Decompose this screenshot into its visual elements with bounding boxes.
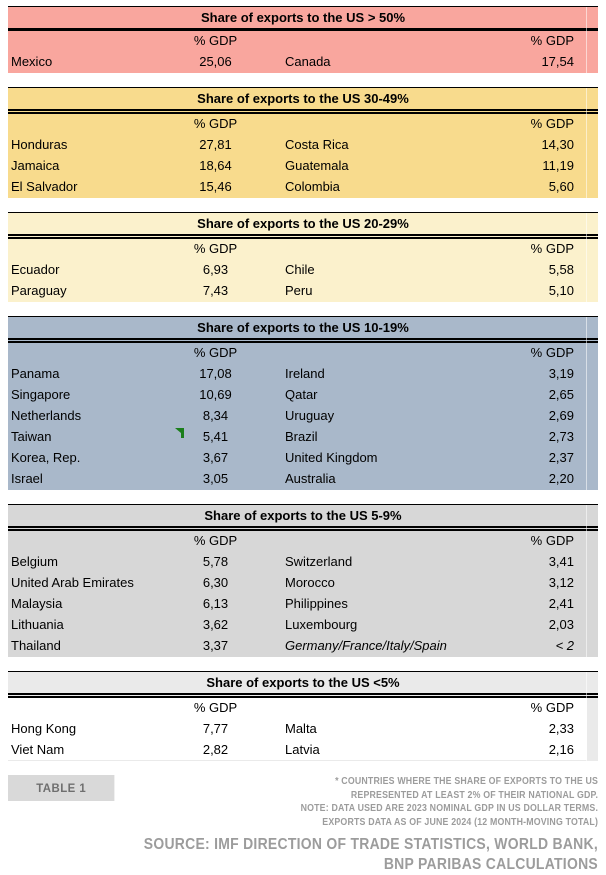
value-cell: 6,13 [202,596,229,611]
section-body [8,343,598,490]
value-cell: 3,67 [202,450,229,465]
country-cell: Ireland [285,366,325,381]
column-spacer [273,698,468,718]
country-cell: Taiwan [11,429,52,444]
country-cell: Korea, Rep. [11,450,81,465]
value-cell: 2,37 [548,450,574,465]
country-cell: Israel [11,471,43,486]
value-cell: 2,33 [548,721,574,736]
country-cell: Costa Rica [285,137,349,152]
country-cell: Morocco [285,575,335,590]
export-share-section [8,671,598,761]
footnote-line: EXPORTS DATA AS OF JUNE 2024 (12 MONTH-MOVING TOTAL) [322,816,598,828]
section-title: Share of exports to the US 10-19% [8,316,598,343]
country-cell: Malta [285,721,317,736]
section-title: Share of exports to the US 20-29% [8,212,598,239]
value-cell: 11,19 [542,158,574,173]
value-cell: 3,62 [202,617,229,632]
value-cell: 3,12 [548,575,574,590]
column-spacer [8,114,158,134]
table-row [8,155,598,176]
country-cell: Brazil [285,429,318,444]
value-cell: 3,37 [202,638,229,653]
value-cell: 5,58 [548,262,574,277]
table-row [8,447,598,468]
value-cell: 15,46 [199,179,232,194]
value-cell: 7,43 [202,283,229,298]
section-title: Share of exports to the US 30-49% [8,87,598,114]
value-cell: 2,69 [548,408,574,423]
value-cell: 17,08 [199,366,232,381]
country-cell: United Kingdom [285,450,378,465]
country-cell: Panama [11,366,60,381]
country-cell: Malaysia [11,596,63,611]
country-cell: Philippines [285,596,348,611]
footnote-line: REPRESENTED AT LEAST 2% OF THEIR NATIONAL GDP. [350,789,598,801]
value-cell: 2,82 [202,742,229,757]
value-cell: 2,41 [548,596,574,611]
value-cell: 25,06 [199,54,232,69]
value-cell: 2,73 [548,429,574,444]
value-cell: 10,69 [199,387,232,402]
column-spacer [8,531,158,551]
table-row [8,426,598,447]
column-spacer [273,114,468,134]
export-share-section [8,504,598,657]
gdp-column-header: % GDP [530,241,574,256]
value-cell: 5,10 [548,283,574,298]
value-cell: 18,64 [199,158,232,173]
column-spacer [8,31,158,51]
value-cell: 14,30 [541,137,574,152]
country-cell: Germany/France/Italy/Spain [285,638,447,653]
section-body [8,31,598,73]
footnotes [300,775,598,829]
table-row [8,635,598,656]
column-header-row [8,698,587,718]
value-cell: 5,78 [202,554,229,569]
value-cell: 2,16 [548,742,574,757]
value-cell: 2,03 [548,617,574,632]
column-header-row [8,343,598,363]
footnote-line: * COUNTRIES WHERE THE SHARE OF EXPORTS TO THE US [334,776,598,787]
section-title: Share of exports to the US <5% [8,671,598,698]
source-attribution [67,835,598,875]
table-row [8,405,598,426]
table-row [8,551,598,572]
section-body [8,698,598,761]
table-row [8,614,598,635]
gdp-column-header: % GDP [193,345,238,360]
table-row [8,176,598,197]
country-cell: Uruguay [285,408,335,423]
country-cell: Australia [285,471,336,486]
table-row [8,718,587,739]
column-header-row [8,239,598,259]
country-cell: Luxembourg [285,617,358,632]
table-row [8,51,598,72]
value-cell: 17,54 [541,54,574,69]
value-cell: 6,30 [202,575,229,590]
value-cell: 3,05 [202,471,229,486]
country-cell: Switzerland [285,554,353,569]
column-spacer [273,31,468,51]
country-cell: Mexico [11,54,53,69]
export-share-section [8,6,598,73]
gdp-column-header: % GDP [193,533,238,548]
column-header-row [8,531,598,551]
table-row [8,593,598,614]
column-spacer [273,531,468,551]
country-cell: Lithuania [11,617,64,632]
value-cell: 3,41 [548,554,574,569]
source-line: SOURCE: IMF DIRECTION OF TRADE STATISTICS, WORLD BANK, [143,836,598,853]
section-body [8,531,598,657]
value-cell: 7,77 [202,721,229,736]
country-cell: Canada [285,54,331,69]
value-cell: 3,19 [548,366,574,381]
export-share-section [8,212,598,302]
footnote-line: NOTE: DATA USED ARE 2023 NOMINAL GDP IN US DOLLAR TERMS. [300,803,598,814]
column-spacer [273,239,468,259]
table-row [8,134,598,155]
country-cell: Jamaica [11,158,60,173]
country-cell: United Arab Emirates [11,575,134,590]
section-body [8,114,598,198]
column-spacer [273,343,468,363]
table-row [8,468,598,489]
gdp-column-header: % GDP [530,345,574,360]
export-share-sections [8,6,598,761]
country-cell: Qatar [285,387,318,402]
country-cell: Viet Nam [11,742,65,757]
gdp-column-header: % GDP [193,116,238,131]
value-cell: 27,81 [199,137,232,152]
value-cell: 5,60 [548,179,574,194]
country-cell: Peru [285,283,313,298]
green-flag-icon [175,428,184,438]
column-header-row [8,31,598,51]
country-cell: Netherlands [11,408,82,423]
gdp-column-header: % GDP [530,700,574,715]
section-body [8,239,598,302]
column-spacer [8,239,158,259]
table-row [8,259,598,280]
country-cell: Paraguay [11,283,67,298]
country-cell: Belgium [11,554,58,569]
country-cell: Colombia [285,179,340,194]
table-row [8,363,598,384]
gdp-column-header: % GDP [193,33,238,48]
country-cell: El Salvador [11,179,78,194]
table-row [8,572,598,593]
country-cell: Latvia [285,742,320,757]
gdp-column-header: % GDP [530,533,574,548]
country-cell: Chile [285,262,315,277]
gdp-column-header: % GDP [193,241,238,256]
value-cell: 8,34 [202,408,229,423]
value-cell: < 2 [555,638,574,653]
country-cell: Ecuador [11,262,60,277]
country-cell: Honduras [11,137,68,152]
gdp-column-header: % GDP [530,33,574,48]
table-row [8,739,587,760]
value-cell: 5,41 [158,426,273,447]
source-line: BNP PARIBAS CALCULATIONS [383,856,598,873]
figure-footer [8,775,598,829]
column-header-row [8,114,598,134]
country-cell: Thailand [11,638,61,653]
country-cell: Hong Kong [11,721,77,736]
section-title: Share of exports to the US > 50% [8,6,598,31]
gdp-column-header: % GDP [530,116,574,131]
value-cell: 6,93 [202,262,229,277]
export-share-section [8,316,598,490]
column-spacer [8,698,158,718]
export-share-section [8,87,598,198]
value-cell: 2,65 [548,387,574,402]
table-row [8,384,598,405]
country-cell: Guatemala [285,158,349,173]
table-number-badge: TABLE 1 [8,775,114,801]
gdp-column-header: % GDP [193,700,238,715]
country-cell: Singapore [11,387,71,402]
table-row [8,280,598,301]
column-spacer [8,343,158,363]
section-title: Share of exports to the US 5-9% [8,504,598,531]
value-cell: 2,20 [548,471,574,486]
